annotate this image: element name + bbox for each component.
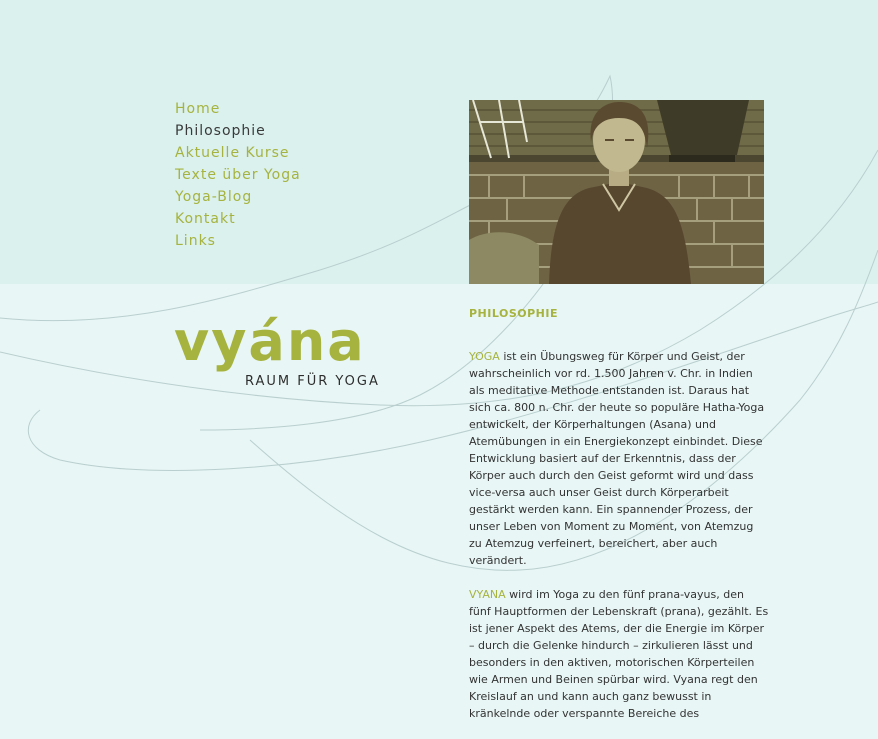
main-nav bbox=[175, 98, 301, 252]
nav-item-yoga-blog[interactable]: Yoga-Blog bbox=[175, 189, 253, 205]
hero-photo bbox=[469, 100, 764, 284]
paragraph-vyana bbox=[469, 586, 769, 722]
keyword-yoga: YOGA bbox=[469, 350, 500, 363]
nav-item-aktuelle-kurse[interactable]: Aktuelle Kurse bbox=[175, 145, 290, 161]
vyana-logo-graphic bbox=[174, 308, 404, 372]
nav-item-philosophie[interactable]: Philosophie bbox=[175, 123, 266, 139]
brand-tagline: RAUM FÜR YOGA bbox=[245, 374, 380, 389]
paragraph-yoga bbox=[469, 348, 769, 569]
page-heading: PHILOSOPHIE bbox=[469, 307, 558, 320]
paragraph-vyana-text: wird im Yoga zu den fünf prana-vayus, den fünf Hauptformen der Lebenskraft (prana), gezählt. Es ist jener Aspekt des Atems, der die Energie im Körper – durch die Gelenke hindurch – zirkulieren lässt und besonders in den aktiven, motorischen Körperteilen wie Armen und Beinen spürbar wird. Vyana regt den Kreislauf an und kann auch ganz bewusst in kränkelnde oder verspannte Bereiche des bbox=[469, 588, 769, 720]
nav-item-links[interactable]: Links bbox=[175, 233, 216, 249]
keyword-vyana: VYANA bbox=[469, 588, 506, 601]
photo-illustration bbox=[469, 100, 764, 284]
paragraph-yoga-text: ist ein Übungsweg für Körper und Geist, der wahrscheinlich vor rd. 1.500 Jahren v. Chr. in Indien als meditative Methode entstanden ist. Daraus hat sich ca. 800 n. Chr. der heute so populäre Hatha-Yoga entwickelt, der Körperhaltungen (Asana) und Atemübungen in ein Energiekonzept einbindet. Diese Entwicklung basiert auf der Erkenntnis, dass der Körper auch durch den Geist geformt wird und dass vice-versa auch unser Geist durch Körperarbeit gestärkt werden kann. Ein spannender Prozess, der unser Leben von Moment zu Moment, von Atemzug zu Atemzug verfeinert, bereichert, aber auch verändert. bbox=[469, 350, 765, 567]
logo-text: vyána bbox=[174, 310, 366, 372]
nav-item-texte-ueber-yoga[interactable]: Texte über Yoga bbox=[175, 167, 301, 183]
nav-item-kontakt[interactable]: Kontakt bbox=[175, 211, 236, 227]
main-content bbox=[469, 305, 769, 739]
nav-item-home[interactable]: Home bbox=[175, 101, 221, 117]
